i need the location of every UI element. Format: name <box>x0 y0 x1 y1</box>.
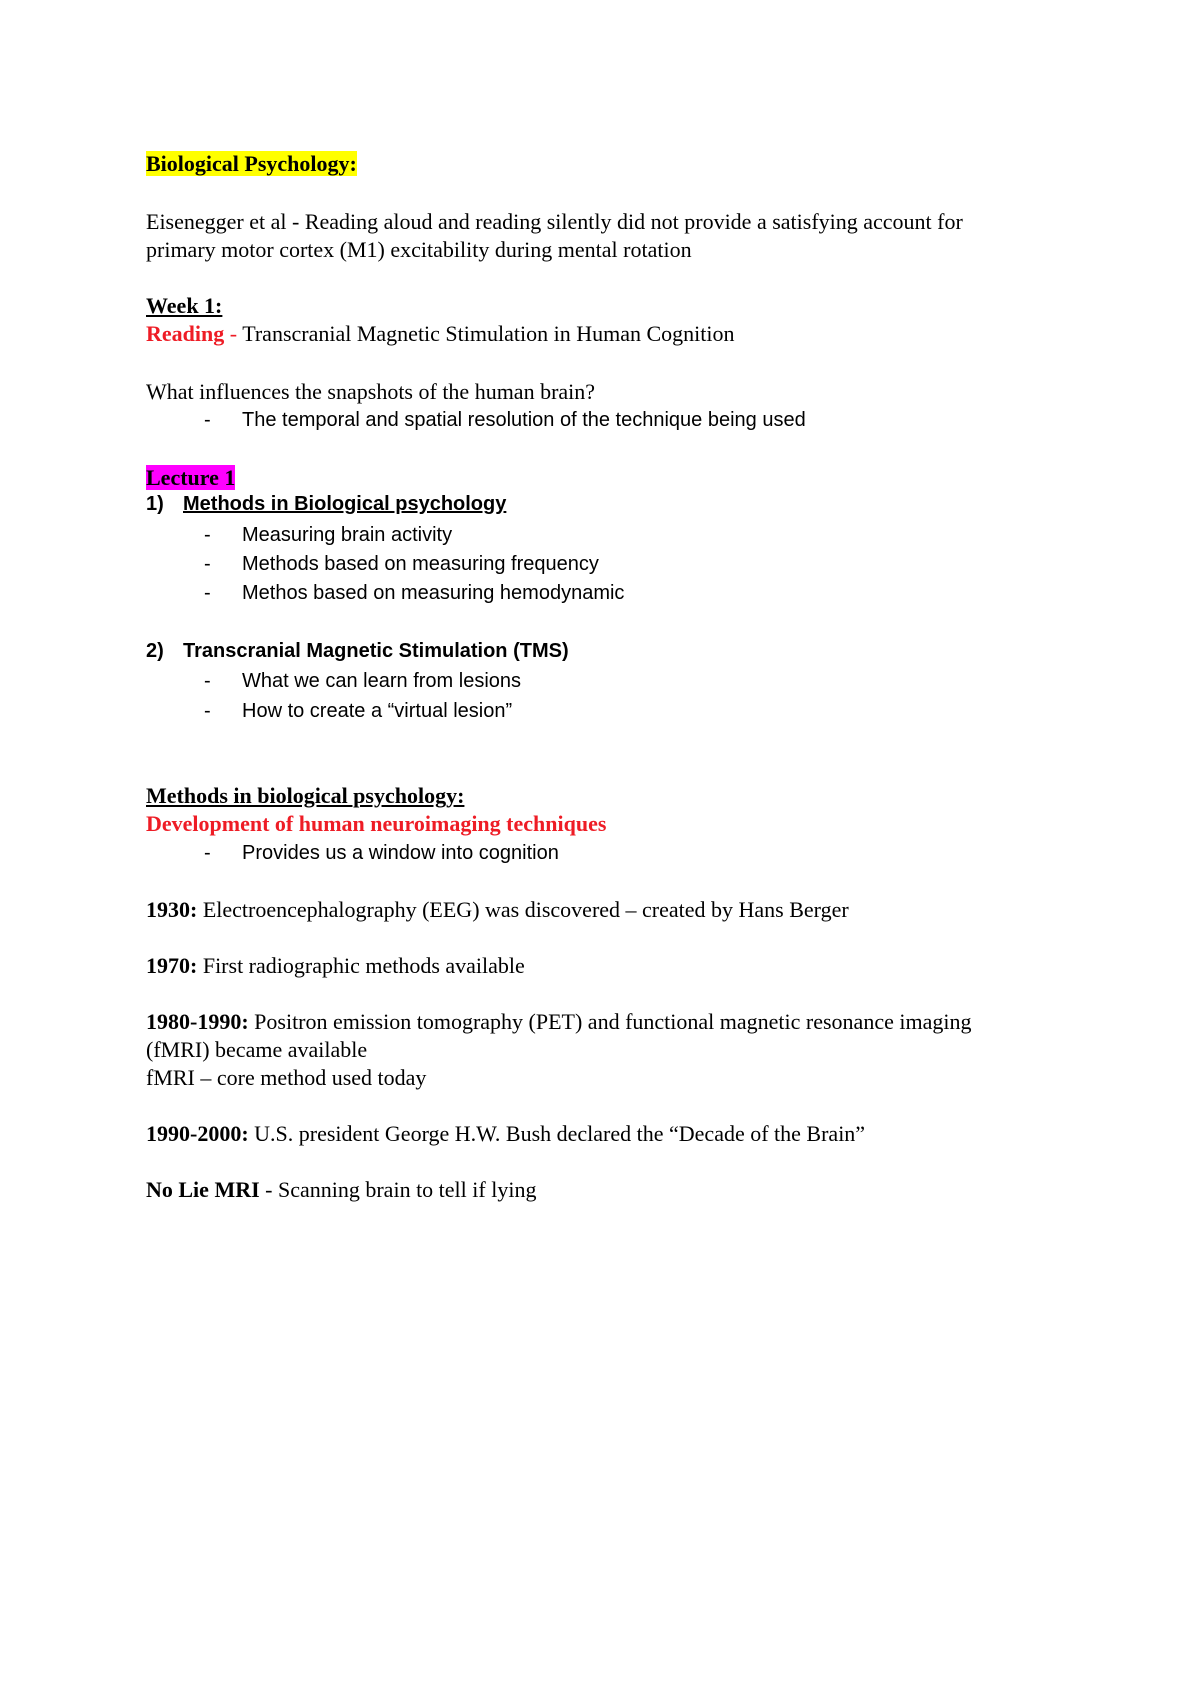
timeline-entry-1930 <box>146 896 849 924</box>
no-lie-mri-line <box>146 1176 536 1204</box>
lecture-item-2-bullet-1-marker: - <box>204 670 211 692</box>
lecture-highlight: Lecture 1 <box>146 465 236 490</box>
reading-dash: - <box>229 321 243 346</box>
timeline-entry-1990-2000 <box>146 1120 865 1148</box>
timeline-entry-1980-1990 <box>146 1008 971 1036</box>
timeline-text: Electroencephalography (EEG) was discovered – created by Hans Berger <box>197 897 849 922</box>
timeline-entry-1980-1990-continuation: (fMRI) became available <box>146 1037 368 1062</box>
reading-label: Reading <box>146 321 230 346</box>
lecture-item-1-number: 1) <box>146 493 164 515</box>
intro-line-2: primary motor cortex (M1) excitability during mental rotation <box>146 237 692 262</box>
document-title <box>146 150 357 178</box>
lecture-item-2-bullet-1: What we can learn from lesions <box>242 670 522 692</box>
timeline-entry-1980-1990-extra: fMRI – core method used today <box>146 1065 427 1090</box>
timeline-text: U.S. president George H.W. Bush declared the “Decade of the Brain” <box>248 1121 866 1146</box>
timeline-entry-1970 <box>146 952 525 980</box>
lecture-item-2-title: Transcranial Magnetic Stimulation (TMS) <box>183 640 569 662</box>
question-text: What influences the snapshots of the human brain? <box>146 379 596 404</box>
methods-heading: Methods in biological psychology: <box>146 783 465 808</box>
timeline-year: 1980-1990: <box>146 1009 249 1034</box>
title-highlight: Biological Psychology: <box>146 151 357 176</box>
timeline-year: 1990-2000: <box>146 1121 249 1146</box>
lecture-item-1-bullet-3: Methos based on measuring hemodynamic <box>242 582 625 604</box>
methods-subheading: Development of human neuroimaging techniques <box>146 811 607 836</box>
lecture-item-2-number: 2) <box>146 640 164 662</box>
lecture-item-2-bullet-2-marker: - <box>204 700 211 722</box>
week-reading-line <box>146 320 735 348</box>
timeline-text: First radiographic methods available <box>197 953 525 978</box>
lecture-item-1-bullet-3-marker: - <box>204 582 211 604</box>
lecture-item-1-title: Methods in Biological psychology <box>183 493 507 515</box>
intro-line-1: Eisenegger et al - Reading aloud and reading silently did not provide a satisfying account for <box>146 209 963 234</box>
week-heading: Week 1: <box>146 293 223 318</box>
lecture-item-1-bullet-2-marker: - <box>204 553 211 575</box>
timeline-year: 1970: <box>146 953 198 978</box>
no-lie-mri-text: - Scanning brain to tell if lying <box>259 1177 537 1202</box>
reading-title: Transcranial Magnetic Stimulation in Human Cognition <box>242 321 735 346</box>
timeline-year: 1930: <box>146 897 198 922</box>
question-answer: The temporal and spatial resolution of the technique being used <box>242 409 806 431</box>
lecture-item-1-bullet-1: Measuring brain activity <box>242 524 453 546</box>
lecture-item-2-bullet-2: How to create a “virtual lesion” <box>242 700 513 722</box>
lecture-item-1-bullet-1-marker: - <box>204 524 211 546</box>
no-lie-mri-label: No Lie MRI <box>146 1177 260 1202</box>
methods-bullet-marker: - <box>204 842 211 864</box>
lecture-item-1-bullet-2: Methods based on measuring frequency <box>242 553 599 575</box>
question-bullet-marker: - <box>204 409 211 431</box>
timeline-text: Positron emission tomography (PET) and functional magnetic resonance imaging <box>248 1009 972 1034</box>
methods-bullet: Provides us a window into cognition <box>242 842 559 864</box>
lecture-label <box>146 464 235 492</box>
